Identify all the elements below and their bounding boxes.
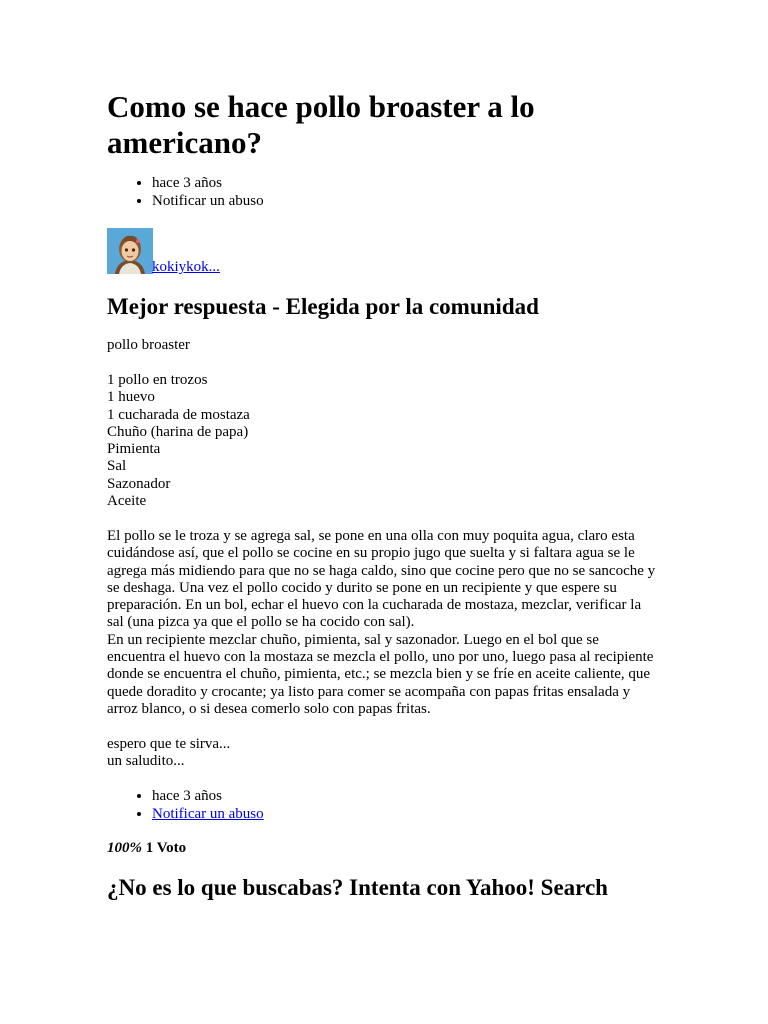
ingredient-line: Sal [107,458,127,475]
question-time: • hace 3 años [152,175,264,193]
ingredient-line: 1 pollo en trozos [107,372,208,388]
search-hint-heading: ¿No es lo que buscabas? Intenta con Yahoo! Search [107,875,608,900]
ingredient-line: Aceite [107,493,147,510]
vote-percent: 100% [107,840,142,856]
answer-body-line: sal (una pizca ya que el pollo se ha cocido con sal). [107,614,415,631]
ingredients-list [107,372,662,510]
closing-line: espero que te sirva... [107,736,231,752]
answer-intro [107,337,662,354]
question-report-abuse: • Notificar un abuso [152,193,264,211]
avatar[interactable] [107,228,153,274]
avatar-icon [107,228,153,274]
answer-closing [107,736,662,771]
question-title: Como se hace pollo broaster a lo americano? [107,89,535,160]
answer-report-abuse-link[interactable]: Notificar un abuso [152,805,264,822]
ingredient-line: Pimienta [107,441,161,458]
answer-body-line: El pollo se le troza y se agrega sal, se pone en una olla con muy poquita agua, claro esta [107,528,635,544]
answer-intro-text: pollo broaster [107,337,190,353]
answer-body-line: donde se encuentra el chuño, pimienta, etc.; se mezcla bien y se fríe en aceite caliente, que [107,666,651,683]
best-answer-heading: Mejor respuesta - Elegida por la comunidad [107,294,539,319]
answer-body-line: preparación. En un bol, echar el huevo con la cucharada de mostaza, mezclar, verificar la [107,597,642,614]
answer-body-line: se deshaga. Una vez el pollo cocido y durito se pone en un recipiente y que espere su [107,579,617,596]
closing-line: un saludito... [107,753,185,770]
ingredient-line: Sazonador [107,475,171,492]
answer-body-line: agrega más midiendo para que no se haga caldo, sino que cocine pero que no se sancoche y [107,562,656,579]
answer-report-item [152,806,264,824]
answer-body-line: En un recipiente mezclar chuño, pimienta, sal y sazonador. Luego en el bol que se [107,631,599,648]
question-meta-list [107,175,264,210]
ingredient-line: Chuño (harina de papa) [107,423,249,440]
ingredient-line: 1 cucharada de mostaza [107,406,250,423]
answer-meta-list [107,788,264,823]
answer-time: • hace 3 años [152,788,264,806]
answer-body-line: encuentra el huevo con la mostaza se mezcla el pollo, uno por uno, luego pasa al recipiente [107,649,654,666]
answer-body-line: arroz blanco, o si desea comerlo solo con papas fritas. [107,700,431,717]
answer-body-line: quede doradito y crocante; ya listo para comer se acompaña con papas fritas ensalada y [107,683,631,700]
vote-summary [107,840,186,857]
answer-body [107,528,662,718]
answer-body-line: cuidándose así, que el pollo se cocine en su propio jugo que suelta y si faltara agua se le [107,545,635,562]
vote-count: 1 Voto [145,840,187,856]
ingredient-line: 1 huevo [107,389,155,406]
asker-username-link[interactable]: kokiykok... [152,259,220,275]
